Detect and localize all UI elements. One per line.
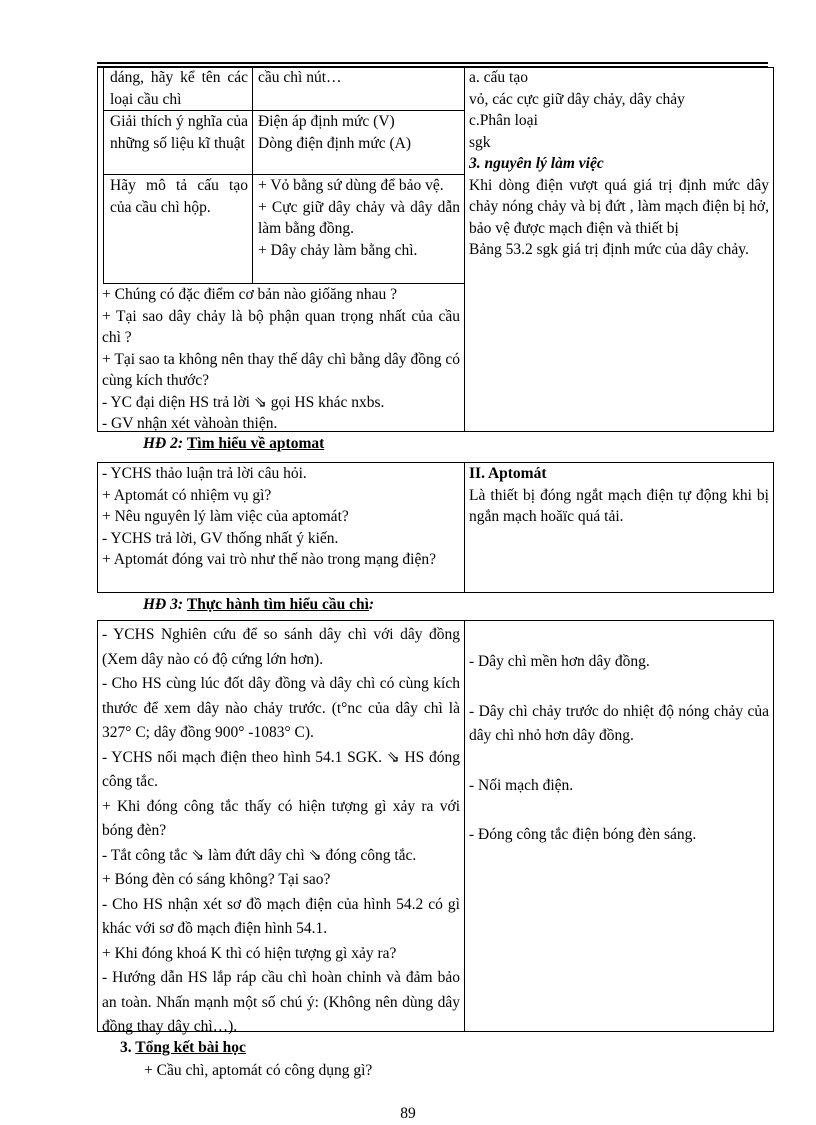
activity-3-heading: HĐ 3: Thực hành tìm hiểu cầu chì: [143, 596, 375, 613]
table-2-left: - YCHS thảo luận trả lời câu hỏi. + Aptomát có nhiệm vụ gì? + Nêu nguyên lý làm việc của aptomát? - YCHS trả lời, GV thống nhất ý kiến. + Aptomát đóng vai trò như thế nào trong mạng điện? [102, 465, 436, 568]
header-rule [97, 62, 768, 64]
table-1-row-3-question: Hãy mô tả cấu tạo của cầu chì hộp. [110, 177, 248, 216]
table-3-left: - YCHS Nghiên cứu để so sánh dây chì với dây đồng (Xem dây nào có độ cứng lớn hơn). - Cho HS cùng lúc đốt dây đồng và dây chì có cùng kích thước để xem dây nào chảy trước. (t°nc của dây chì là 327° C; dây đồng 900° -1083° C). - YCHS nối mạch điện theo hình 54.1 SGK. ⇘ HS đóng công tắc. + Khi đóng công tắc thấy có hiện tượng gì xảy ra với bóng đèn? - Tắt công tắc ⇘ làm đứt dây chì ⇘ đóng công tắc. + Bóng đèn có sáng không? Tại sao? - Cho HS nhận xét sơ đồ mạch điện của hình 54.2 có gì khác với sơ đồ mạch điện hình 54.1. + Khi đóng khoá K thì có hiện tượng gì xảy ra? - Hướng dẫn HS lắp ráp cầu chì hoàn chỉnh và đảm bảo an toàn. Nhấn mạnh một số chú ý: (Không nên dùng dây đồng thay dây chì…). [102, 626, 460, 1035]
summary-question: + Cầu chì, aptomát có công dụng gì? [144, 1062, 373, 1079]
aptomat-heading: II. Aptomát [469, 465, 547, 482]
table-1-row-1-answer: cầu chì nút… [258, 69, 342, 86]
table-1-row-3-answer: + Vỏ bằng sứ dùng để bảo vệ. + Cực giữ dây chảy và dây dẫn làm bằng đồng. + Dây chảy làm bằng chì. [258, 177, 460, 259]
table-1-right: a. cấu tạo vỏ, các cực giữ dây chảy, dây chảy c.Phân loại sgk 3. nguyên lý làm việc Khi dòng điện vượt quá giá trị định mức dây chảy nóng chảy và bị đứt , làm mạch điện bị hở, bảo vệ được mạch điện và thiết bị Bảng 53.2 sgk giá trị định mức của dây chảy. [469, 69, 769, 258]
table-1-row-2-answer: Điện áp định mức (V) Dòng điện định mức (A) [258, 113, 412, 152]
table-1-row-2-question: Giải thích ý nghĩa của những số liệu kĩ thuật [110, 113, 248, 152]
table-2-right: II. Aptomát Là thiết bị đóng ngắt mạch điện tự động khi bị ngắn mạch hoăïc quá tải. [469, 465, 769, 525]
table-3-right: - Dây chì mền hơn dây đồng. - Dây chì chảy trước do nhiệt độ nóng chảy của dây chì nhỏ hơn dây đồng. - Nối mạch điện. - Đóng công tắc điện bóng đèn sáng. [469, 653, 769, 843]
table-1-left-footer: + Chúng có đặc điểm cơ bản nào giốăng nhau ? + Tại sao dây chảy là bộ phận quan trọng nhất của cầu chì ? + Tại sao ta không nên thay thế dây chì bằng dây đồng có cùng kích thước? - YC đại diện HS trả lời ⇘ gọi HS khác nxbs. - GV nhận xét vàhoàn thiện. [102, 286, 460, 432]
page-number: 89 [400, 1105, 416, 1122]
section-3-heading: 3. Tổng kết bài học [120, 1039, 246, 1056]
principle-heading: 3. nguyên lý làm việc [469, 155, 604, 172]
activity-2-heading: HĐ 2: Tìm hiểu về aptomat [143, 435, 325, 452]
table-1-row-1-question: dáng, hãy kể tên các loại cầu chì [110, 69, 248, 108]
